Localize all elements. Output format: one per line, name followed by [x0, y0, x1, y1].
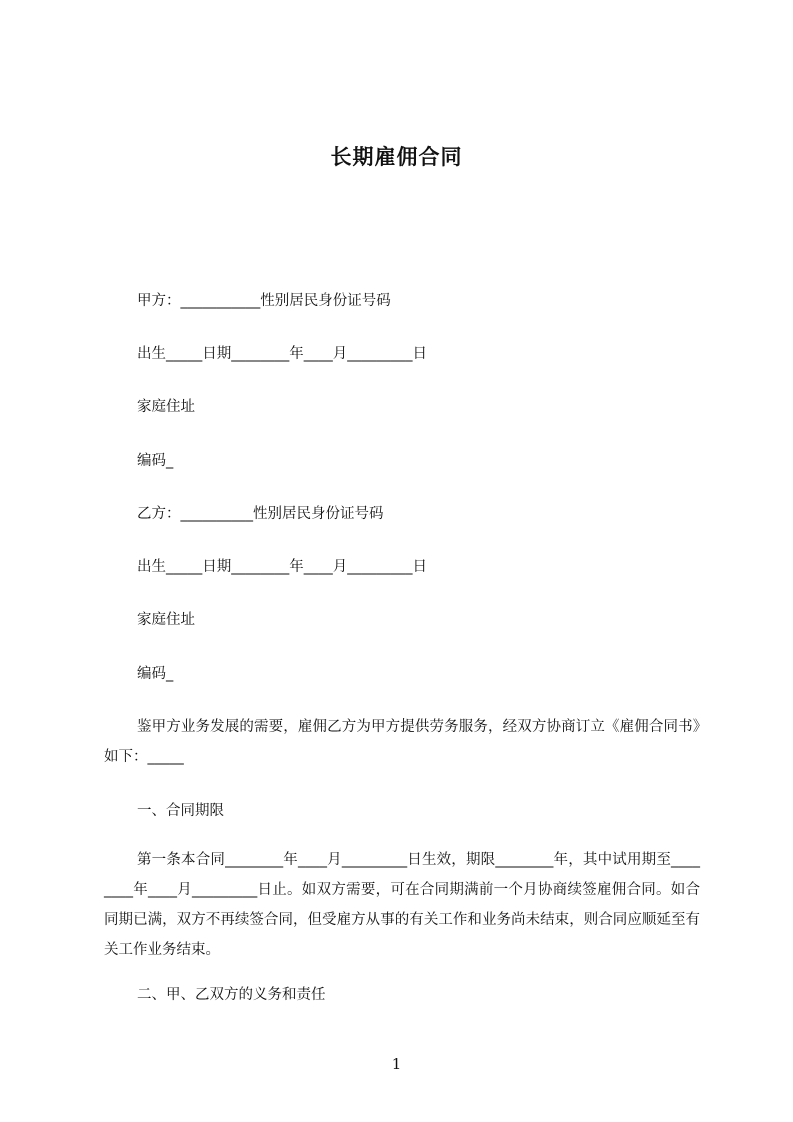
section-1-heading: 一、合同期限	[137, 803, 224, 819]
intro-paragraph: 鉴甲方业务发展的需要，雇佣乙方为甲方提供劳务服务，经双方协商订立《雇佣合同书》如下：_____	[104, 719, 700, 765]
party-b-code-line: 编码_	[137, 666, 174, 682]
party-a-address-line: 家庭住址	[137, 399, 195, 415]
document-title: 长期雇佣合同	[330, 145, 463, 169]
party-a-line: 甲方：___________性别居民身份证号码	[137, 293, 391, 309]
party-b-address-line: 家庭住址	[137, 612, 195, 628]
section-2-heading: 二、甲、乙双方的义务和责任	[137, 987, 326, 1003]
party-a-birth-line: 出生_____日期________年____月_________日	[137, 346, 427, 362]
page-number: 1	[391, 1055, 402, 1073]
party-b-line: 乙方：__________性别居民身份证号码	[137, 506, 384, 522]
party-a-code-line: 编码_	[137, 453, 174, 469]
article-1-paragraph: 第一条本合同________年____月_________日生效，期限________年，其中试用期至________年____月_________日止。如双方需要，可在合同期满前一个月协商续签雇佣合同。如合同期已满，双方不再续签合同，但受雇方从事的有关工作和业务尚未结束，则合同应顺延至有关工作业务结束。	[104, 852, 700, 958]
party-b-birth-line: 出生_____日期________年____月_________日	[137, 559, 427, 575]
